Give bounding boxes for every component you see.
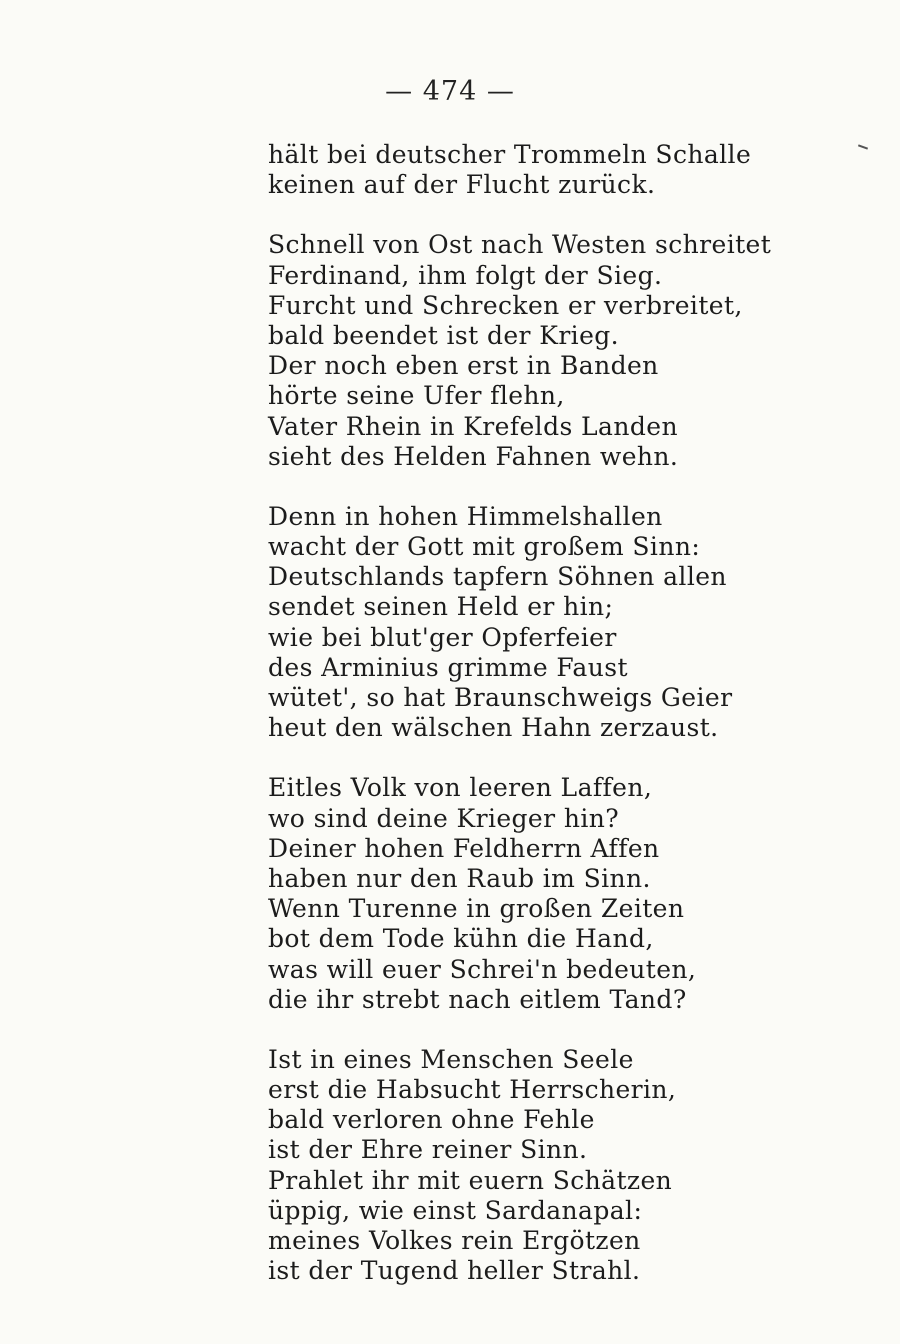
poem (268, 140, 772, 1316)
poem-line: keinen auf der Flucht zurück. (268, 170, 656, 200)
stanza-2 (268, 230, 772, 472)
poem-line: Deiner hohen Feldherrn Affen (268, 833, 660, 863)
poem-line: meines Volkes rein Ergötzen (268, 1226, 641, 1255)
poem-line: wütet', so hat Braunschweigs Geier (268, 683, 733, 712)
poem-line: Deutschlands tapfern Söhnen allen (268, 562, 727, 592)
page-number: — 474 — (385, 76, 515, 107)
poem-line: Vater Rhein in Krefelds Landen (268, 411, 678, 441)
poem-line: hält bei deutscher Trommeln Schalle (268, 140, 752, 169)
stanza-3 (268, 502, 748, 744)
poem-line: sendet seinen Held er hin; (268, 592, 614, 622)
stanza-1 (268, 140, 752, 200)
poem-line: Wenn Turenne in großen Zeiten (268, 894, 685, 924)
poem-line: bald beendet ist der Krieg. (268, 320, 620, 350)
poem-line: sieht des Helden Fahnen wehn. (268, 441, 679, 471)
poem-line: Schnell von Ost nach Westen schreitet (268, 230, 772, 260)
stanza-4 (268, 773, 748, 1015)
poem-line: wacht der Gott mit großem Sinn: (268, 532, 701, 562)
poem-line: erst die Habsucht Herrscherin, (268, 1075, 677, 1105)
poem-line: heut den wälschen Hahn zerzaust. (268, 713, 719, 743)
poem-line: ist der Tugend heller Strahl. (268, 1256, 641, 1286)
ink-speck (858, 144, 868, 149)
poem-line: wo sind deine Krieger hin? (268, 803, 620, 833)
poem-line: die ihr strebt nach eitlem Tand? (268, 984, 687, 1014)
poem-line: Der noch eben erst in Banden (268, 351, 659, 381)
poem-line: was will euer Schrei'n bedeuten, (268, 954, 697, 984)
poem-line: Ferdinand, ihm folgt der Sieg. (268, 260, 663, 290)
poem-line: Eitles Volk von leeren Laffen, (268, 773, 653, 803)
poem-line: bald verloren ohne Fehle (268, 1105, 595, 1135)
poem-line: des Arminius grimme Faust (268, 652, 628, 682)
poem-line: Prahlet ihr mit euern Schätzen (268, 1165, 673, 1195)
stanza-5 (268, 1045, 748, 1287)
poem-line: Furcht und Schrecken er verbreitet, (268, 290, 743, 320)
poem-line: ist der Ehre reiner Sinn. (268, 1135, 588, 1165)
poem-line: Denn in hohen Himmelshallen (268, 501, 663, 531)
poem-line: bot dem Tode kühn die Hand, (268, 924, 654, 954)
poem-line: Ist in eines Menschen Seele (268, 1044, 634, 1074)
poem-line: wie bei blut'ger Opferfeier (268, 622, 617, 652)
poem-line: üppig, wie einst Sardanapal: (268, 1195, 643, 1225)
poem-line: hörte seine Ufer flehn, (268, 381, 565, 411)
poem-line: haben nur den Raub im Sinn. (268, 863, 651, 893)
